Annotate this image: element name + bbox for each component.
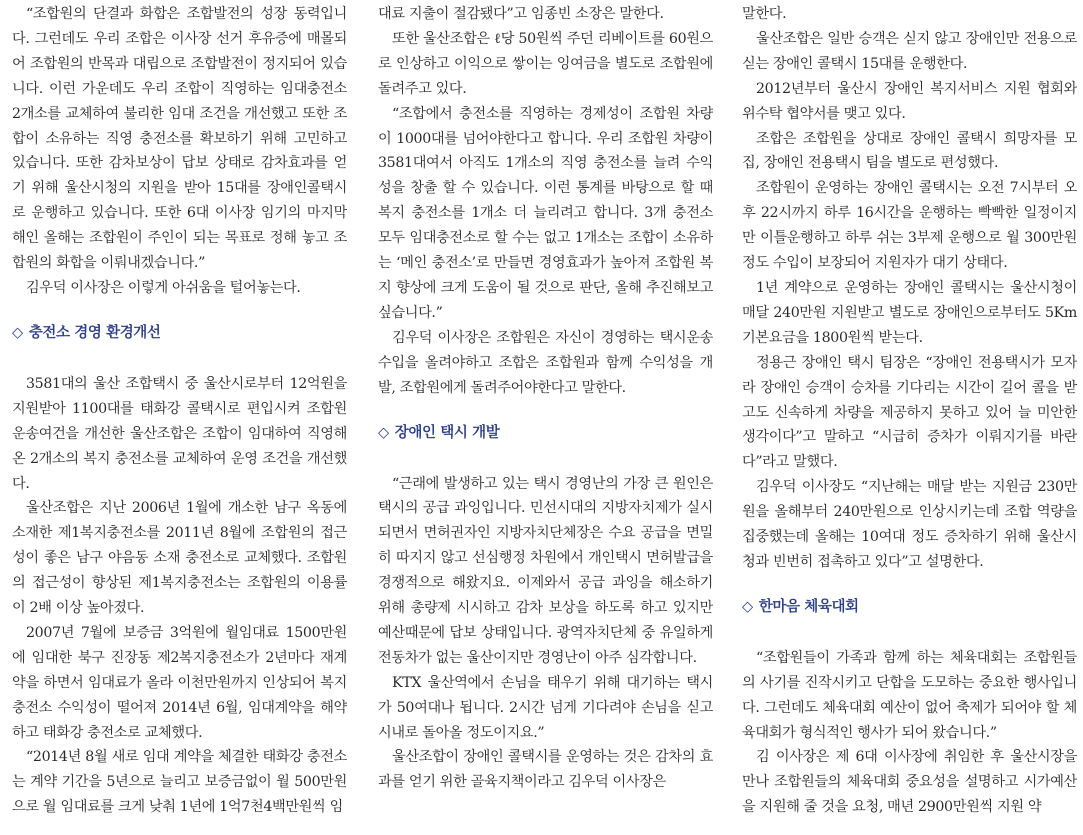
paragraph: 울산조합은 지난 2006년 1월에 개소한 남구 옥동에 소재한 제1복지충전소를 2011년 8월에 조합원의 접근성이 좋은 남구 야음동 소재 충전소로 교체했다. 조합원의 접근성이 향상된 제1복지충전소는 조합원의 이용률이 2배 이상 높아졌다. [12, 500, 347, 617]
column-1 [12, 2, 347, 820]
paragraph: KTX 울산역에서 손님을 태우기 위해 대기하는 택시가 50여대나 됩니다. 2시간 넘게 기다려야 손님을 싣고 시내로 돌아올 정도이지요.” [378, 674, 713, 741]
diamond-bullet-icon: ◇ [12, 324, 23, 341]
paragraph: 3581대의 울산 조합택시 중 울산시로부터 12억원을 지원받아 1100대를 태화강 콜택시로 편입시켜 조합원 운송여건을 개선한 울산조합은 조합이 임대하여 직영해온 2개소의 복지 충전소를 교체하여 운영 조건을 개선했다. [12, 375, 347, 492]
paragraph: 대료 지출이 절감됐다”고 임종빈 소장은 말한다. [378, 6, 664, 22]
section-heading [742, 596, 1077, 618]
paragraph: 김우덕 이사장도 “지난해는 매달 받는 지원금 230만원을 올해부터 240만원으로 인상시키는데 조합 역량을 집중했는데 올해는 10여대 정도 증차하기 위해 울산시청과 빈번히 접촉하고 있다”고 설명한다. [742, 479, 1077, 570]
paragraph: 2012년부터 울산시 장애인 복지서비스 지원 협회와 위수탁 협약서를 맺고 있다. [742, 80, 1077, 122]
paragraph: 울산조합이 장애인 콜택시를 운영하는 것은 감차의 효과를 얻기 위한 골육지책이라고 김우덕 이사장은 [378, 749, 713, 791]
paragraph: “2014년 8월 새로 임대 계약을 체결한 태화강 충전소는 계약 기간을 5년으로 늘리고 보증금없이 월 500만원으로 월 임대료를 크게 낮춰 1년에 1억7천4백만원씩 임 [12, 749, 347, 816]
paragraph: 김 이사장은 제 6대 이사장에 취임한 후 울산시장을 만나 조합원들의 체육대회 중요성을 설명하고 시가예산을 지원해 줄 것을 요청, 매년 2900만원씩 지원 약 [742, 749, 1077, 816]
paragraph: “근래에 발생하고 있는 택시 경영난의 가장 큰 원인은 택시의 공급 과잉입니다. 민선시대의 지방자치제가 실시되면서 면허권자인 지방자치단체장은 수요 공급을 면밀히 따지지 않고 선심행정 차원에서 개인택시 면허발급을 경쟁적으로 해왔지요. 이제와서 공급 과잉을 해소하기 위해 총량제 시시하고 감차 보상을 하도록 하고 있지만 예산때문에 답보 상태입니다. 광역자치단체 중 유일하게 전동차가 없는 울산이지만 경영난이 아주 심각합니다. [378, 475, 713, 666]
section-heading-text: 충전소 경영 환경개선 [28, 324, 161, 341]
paragraph: “조합원들이 가족과 함께 하는 체육대회는 조합원들의 사기를 진작시키고 단합을 도모하는 중요한 행사입니다. 그런데도 체육대회 예산이 없어 축제가 되어야 할 체육대회가 형식적인 행사가 되어 왔습니다.” [742, 649, 1077, 741]
section-heading [378, 422, 713, 444]
paragraph: “조합에서 충전소를 직영하는 경제성이 조합원 차량이 1000대를 넘어야한다고 합니다. 우리 조합원 차량이 3581대여서 아직도 1개소의 직영 충전소를 늘려 수익성을 창출 할 수 있습니다. 이런 통계를 바탕으로 할 때 복지 충전소를 1개소 더 늘리려고 합니다. 3개 충전소 모두 임대충전소로 할 수는 없고 1개소는 조합이 소유하는 ‘메인 충전소’로 만들면 경영효과가 높아져 조합원 복지 향상에 크게 도움이 될 것으로 판단, 올해 추진해보고 싶습니다.” [378, 105, 713, 321]
paragraph: 2007년 7월에 보증금 3억원에 월임대료 1500만원에 임대한 북구 진장동 제2복지충전소가 2년마다 재계약을 하면서 임대료가 올라 이천만원까지 인상되어 복지충전소 수익성이 떨어져 2014년 6월, 임대계약을 해약하고 태화강 충전소로 교체했다. [12, 624, 347, 741]
paragraph: 조합원이 운영하는 장애인 콜택시는 오전 7시부터 오후 22시까지 하루 16시간을 운행하는 빡빡한 일정이지만 이틀운행하고 하루 쉬는 3부제 운행으로 월 300만원 정도 수입이 보장되어 지원자가 대기 상태다. [742, 180, 1077, 272]
paragraph: 김우덕 이사장은 조합원은 자신이 경영하는 택시운송수입을 올려야하고 조합은 조합원과 함께 수익성을 개발, 조합원에게 돌려주어야한다고 말한다. [378, 329, 713, 396]
section-heading [12, 322, 347, 344]
section-heading-text: 장애인 택시 개발 [394, 424, 500, 441]
paragraph: 김우덕 이사장은 이렇게 아쉬움을 털어놓는다. [26, 279, 301, 296]
paragraph: 또한 울산조합은 ℓ당 50원씩 주던 리베이트를 60원으로 인상하고 이익으로 쌓이는 잉여금을 별도로 조합원에 돌려주고 있다. [378, 30, 713, 97]
paragraph: 조합은 조합원을 상대로 장애인 콜택시 희망자를 모집, 장애인 전용택시 팀을 별도로 편성했다. [742, 130, 1077, 172]
diamond-bullet-icon: ◇ [378, 424, 389, 441]
column-3 [742, 2, 1077, 820]
column-2 [378, 2, 713, 795]
paragraph: 울산조합은 일반 승객은 싣지 않고 장애인만 전용으로 싣는 장애인 콜택시 15대를 운행한다. [742, 30, 1077, 72]
paragraph: 정용근 장애인 택시 팀장은 “장애인 전용택시가 모자라 장애인 승객이 승차를 기다리는 시간이 길어 콜을 받고도 신속하게 차량을 제공하지 못하고 있어 늘 미안한 생각이다”고 말하고 “시급히 증차가 이뤄지기를 바란다”라고 말했다. [742, 354, 1077, 471]
diamond-bullet-icon: ◇ [742, 598, 753, 615]
section-heading-text: 한마음 체육대회 [758, 598, 859, 615]
paragraph: 1년 계약으로 운영하는 장애인 콜택시는 울산시청이 매달 240만원 지원받고 별도로 장애인으로부터도 5Km 기본요금을 1800원씩 받는다. [742, 279, 1077, 346]
paragraph: “조합원의 단결과 화합은 조합발전의 성장 동력입니다. 그런데도 우리 조합은 이사장 선거 후유증에 매몰되어 조합원의 반목과 대립으로 조합발전이 정지되어 있습니다. 이런 가운데도 우리 조합이 직영하는 임대충전소 2개소를 교체하여 불리한 임대 조건을 개선했고 또한 조합이 소유하는 직영 충전소를 확보하기 위해 고민하고 있습니다. 또한 감차보상이 답보 상태로 감차효과를 얻기 위해 울산시청의 지원을 받아 15대를 장애인콜택시로 운행하고 있습니다. 또한 6대 이사장 임기의 마지막 해인 올해는 조합원이 주인이 되는 목표로 정해 놓고 조합원의 화합을 이뤄내겠습니다.” [12, 6, 347, 272]
paragraph: 말한다. [742, 6, 787, 22]
